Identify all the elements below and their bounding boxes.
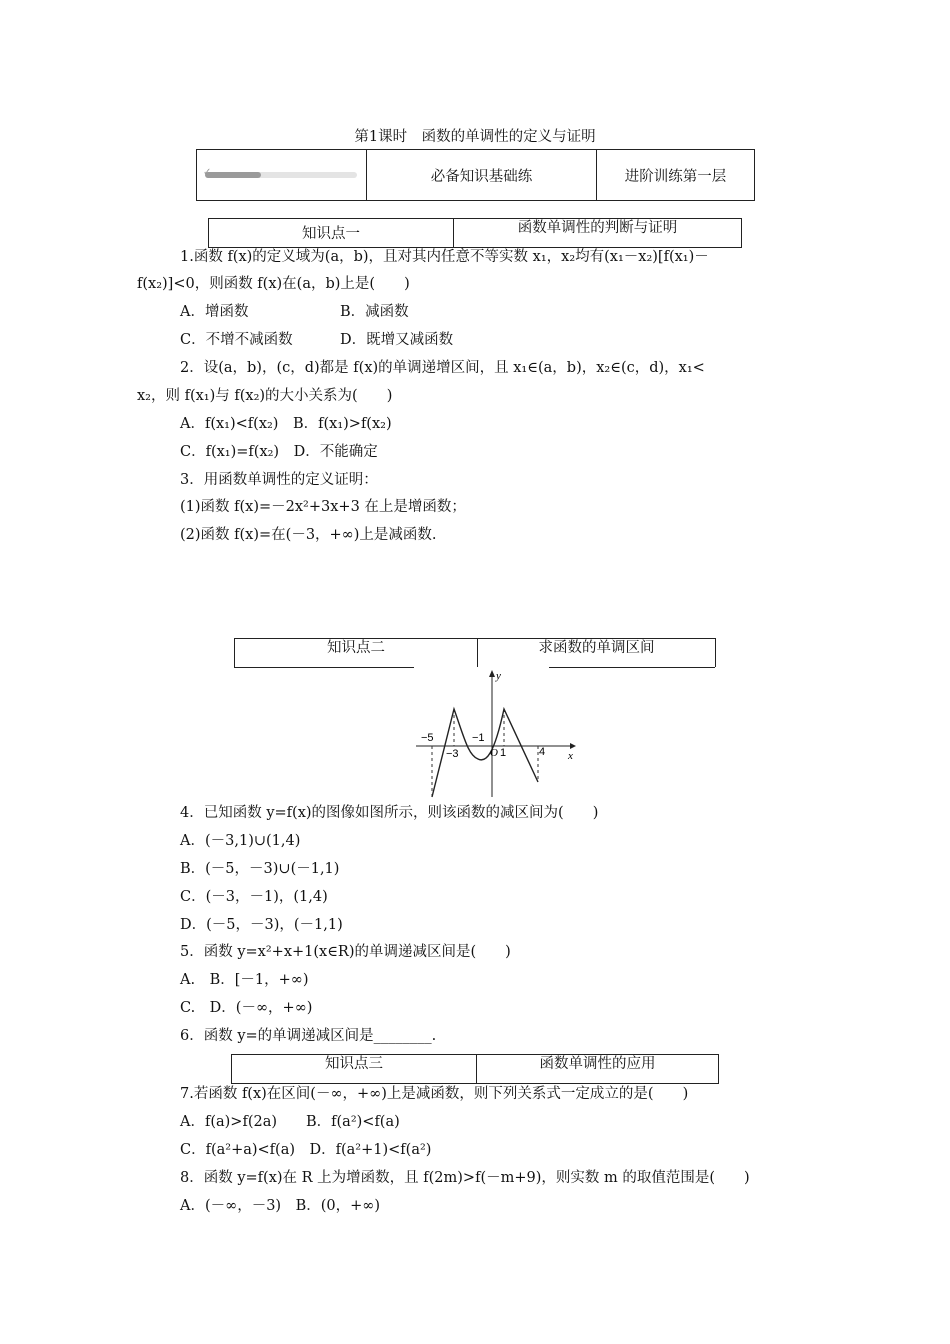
q3-part2: (2)函数 f(x)=在(－3，+∞)上是减函数. [180,527,437,543]
section-topic: 求函数的单调区间 [538,640,655,656]
q1-option-c: C．不增不减函数 [180,332,293,348]
q8-options-ab: A．(－∞，－3) B．(0，+∞) [180,1198,381,1214]
q1-option-d: D．既增又减函数 [340,332,454,348]
section-box-2-bottom-left [234,667,414,668]
q7-options-cd: C．f(a²+a)<f(a) D．f(a²+1)<f(a²) [180,1142,432,1158]
q1-line1: 1.函数 f(x)的定义域为(a，b)，且对其内任意不等实数 x₁，x₂均有(x₁－x₂)[f(x₁)－ [180,249,709,265]
section-topic: 函数单调性的应用 [539,1056,656,1072]
header-table [196,149,755,201]
axis-label-x: x [568,750,573,762]
tick-label: O [490,747,498,759]
tick-label: −1 [472,732,485,744]
q2-options-ab: A．f(x₁)<f(x₂) B．f(x₁)>f(x₂) [180,416,392,432]
section-box-2 [234,638,716,667]
q2-line2: x₂，则 f(x₁)与 f(x₂)的大小关系为( ) [137,388,393,404]
header-col2: 必备知识基础练 [367,150,597,201]
x-axis-arrow-icon [570,743,576,749]
section-label: 知识点一 [209,219,454,247]
section-topic: 函数单调性的判断与证明 [517,220,678,236]
tick-label: −5 [421,732,434,744]
progress-bar-icon [205,172,357,178]
y-axis-arrow-icon [489,670,495,677]
q2-options-cd: C．f(x₁)=f(x₂) D．不能确定 [180,444,378,460]
q5-stem: 5．函数 y=x²+x+1(x∈R)的单调递减区间是( ) [180,944,511,960]
section-label: 知识点二 [235,639,478,667]
page-title: 第1课时 函数的单调性的定义与证明 [354,129,596,145]
tick-label: 1 [500,747,507,759]
q4-option-b: B．(－5，－3)∪(－1,1) [180,861,340,877]
axis-label-y: y [496,670,501,682]
q7-stem: 7.若函数 f(x)在区间(－∞，+∞)上是减函数，则下列关系式一定成立的是( ) [180,1086,689,1102]
check-icon: ✓ [203,167,212,178]
q5-options-cd: C. D．(－∞，+∞) [180,1000,313,1016]
q4-option-d: D．(－5，－3)，(－1,1) [180,917,343,933]
q1-option-b: B．减函数 [340,304,409,320]
q2-line1: 2．设(a，b)，(c，d)都是 f(x)的单调递增区间，且 x₁∈(a，b)，x₂∈(c，d)，x₁< [180,360,705,376]
section-label: 知识点三 [232,1055,477,1083]
q8-stem: 8．函数 y=f(x)在 R 上为增函数，且 f(2m)>f(－m+9)，则实数 m 的取值范围是( ) [180,1170,750,1186]
q3-part1: (1)函数 f(x)=－2x²+3x+3 在上是增函数； [180,499,466,515]
q6-stem: 6．函数 y=的单调递减区间是________. [180,1028,437,1044]
q5-options-ab: A. B．[－1，+∞) [180,972,309,988]
q1-option-a: A．增函数 [180,304,249,320]
q4-option-c: C．(－3，－1)，(1,4) [180,889,328,905]
q4-stem: 4．已知函数 y=f(x)的图像如图所示，则该函数的减区间为( ) [180,805,599,821]
tick-label: 4 [539,746,546,758]
tick-label: −3 [446,748,459,760]
q7-options-ab: A．f(a)>f(2a) B．f(a²)<f(a) [180,1114,400,1130]
header-col3: 进阶训练第一层 [597,150,755,201]
section-box-1 [208,218,742,248]
section-box-3 [231,1054,719,1084]
q1-line2: f(x₂)]<0，则函数 f(x)在(a，b)上是( ) [137,276,410,292]
q4-option-a: A．(－3,1)∪(1,4) [180,833,301,849]
q3-stem: 3．用函数单调性的定义证明： [180,472,378,488]
function-graph [412,667,584,799]
progress-cell [197,150,367,201]
